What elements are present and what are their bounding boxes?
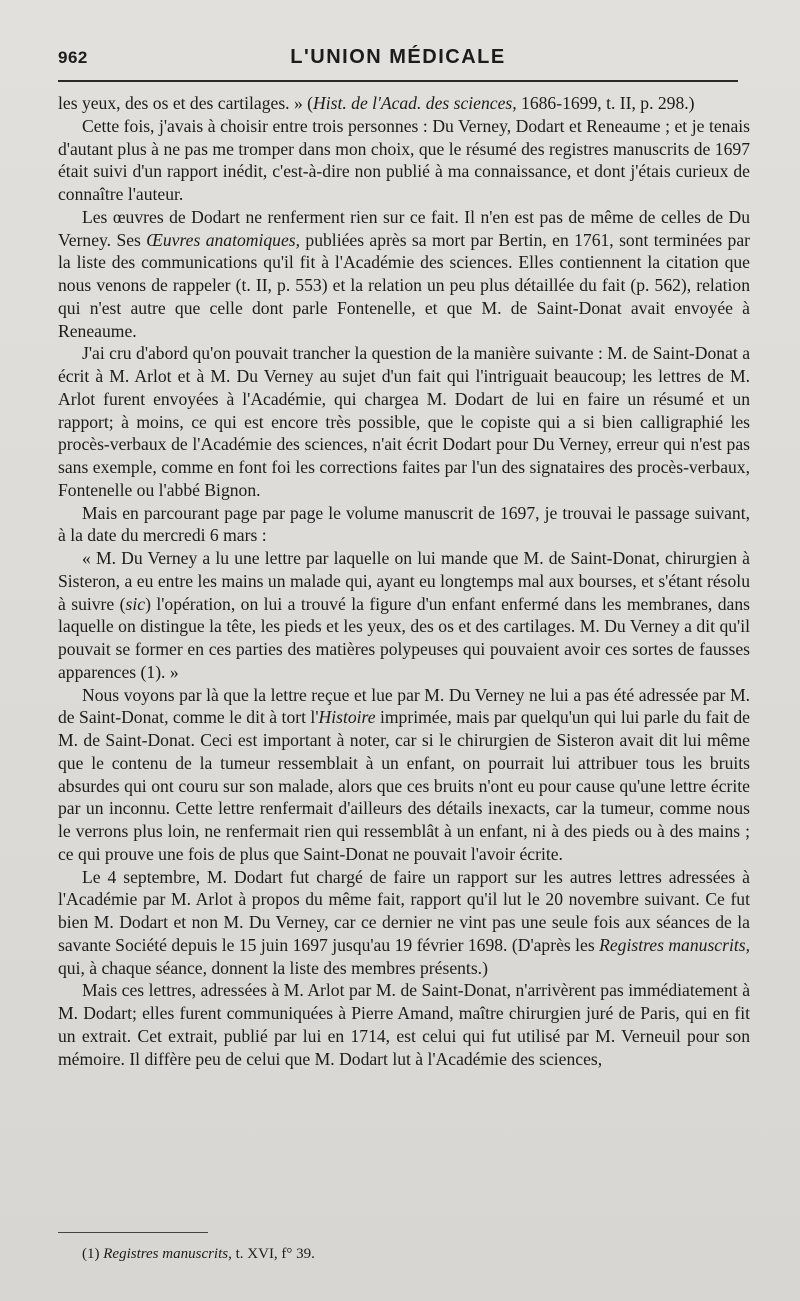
footnote-marker: (1)	[82, 1246, 104, 1262]
footnote-source-italic: Registres manuscrits,	[103, 1246, 232, 1262]
text-span: qui, à chaque séance, donnent la liste des membres présents.)	[58, 957, 488, 978]
italic-span: Registres manuscrits,	[599, 934, 750, 955]
paragraph-3	[58, 206, 750, 343]
text-span: publiées après sa mort par Bertin, en 1761, sont terminées par la liste des communications qu'il fit à l'Académie des sciences. Elles contiennent la citation que nous venons de rappeler (t. II, p. 553) et la relation un peu plus détaillée du fait (p. 562), relation qui n'est autre que celle dont parle Fontenelle, et que M. de Saint-Donat avait envoyée à Reneaume.	[58, 229, 751, 341]
text-span: Le 4 septembre, M. Dodart fut chargé de faire un rapport sur les autres lettres adressées à l'Académie par M. Arlot à propos du même fait, rapport qu'il lut le 20 novembre suivant. Ce fut bien M. Dodart et non M. Du Verney, car ce dernier ne vint pas une seule fois aux séances de la savante Société depuis le 15 juin 1697 jusqu'au 19 février 1698. (D'après les	[58, 866, 750, 955]
paragraph-9	[58, 979, 750, 1070]
footnote-reference: t. XVI, f° 39.	[231, 1246, 315, 1262]
footnote-rule	[58, 1232, 208, 1233]
text-span: Nous voyons par là que la lettre reçue et lue par M. Du Verney ne lui a pas été adressée par M. de Saint-Donat, comme le dit à tort l'	[58, 684, 750, 728]
paragraph-1	[58, 92, 750, 115]
paragraph-4	[58, 342, 750, 501]
running-title: L'UNION MÉDICALE	[290, 46, 506, 68]
body-text	[58, 92, 750, 1070]
italic-span: sic	[125, 593, 146, 614]
italic-span: Histoire	[318, 707, 376, 728]
text-span: J'ai cru d'abord qu'on pouvait trancher la question de la manière suivante : M. de Saint-Donat a écrit à M. Arlot et à M. Du Verney au sujet d'un fait qui l'intriguait beaucoup; les lettres de M. Arlot furent envoyées à l'Académie, qui chargea M. Dodart de lui en faire un résumé et un rapport; à moins, ce qui est encore très possible, que le copiste qui a si bien calligraphié les procès-verbaux de l'Académie des sciences, n'ait écrit Dodart pour Du Verney, erreur qui n'est pas sans exemple, comme en font foi les corrections faites par l'un des signataires des procès-verbaux, Fontenelle ou l'abbé Bignon.	[58, 343, 750, 500]
italic-span: Œuvres anatomiques,	[146, 229, 301, 250]
page-header	[58, 46, 738, 74]
text-span: les yeux, des os et des cartilages. » (	[58, 93, 314, 113]
text-span: « M. Du Verney a lu une lettre par laquelle on lui mande que M. de Saint-Donat, chirurgien à Sisteron, a eu entre les mains un malade qui, ayant eu longtemps mal aux bourses, et s'étant résolu à suivre (	[58, 548, 750, 614]
page-number: 962	[58, 48, 88, 67]
text-span: ) l'opération, on lui a trouvé la figure d'un enfant enfermé dans les membranes, dans laquelle on distingue la tête, les pieds et les yeux, des os et des cartilages. M. Du Verney a dit qu'il pouvait se former en ces parties des matières polypeuses qui pouvaient avoir ces sortes de fausses apparences (1). »	[58, 593, 750, 682]
text-span: Mais en parcourant page par page le volume manuscrit de 1697, je trouvai le passage suivant, à la date du mercredi 6 mars :	[58, 502, 750, 546]
paragraph-5	[58, 502, 750, 548]
header-rule	[58, 80, 738, 82]
paragraph-6-quotation	[58, 547, 750, 684]
footnote	[82, 1244, 740, 1264]
paragraph-7	[58, 684, 750, 866]
text-span: Les œuvres de Dodart ne renferment rien sur ce fait. Il n'en est pas de même de celles de Du Verney. Ses	[58, 206, 750, 250]
italic-span: Hist. de l'Acad. des sciences,	[313, 93, 517, 113]
text-span: imprimée, mais par quelqu'un qui lui parle du fait de M. de Saint-Donat. Ceci est important à noter, car si le chirurgien de Sisteron avait dit lui même que le contenu de la tumeur ressemblait à un enfant, on pourrait lui attribuer tous les bruits absurdes qui ont couru sur son malade, alors que ces bruits n'ont eu pour cause qu'une lettre écrite par un inconnu. Cette lettre renfermait d'ailleurs des détails inexacts, car la tumeur, comme nous le verrons plus loin, ne renfermait rien qui ressemblât à un enfant, ni à des pieds ou à des mains ; ce qui prouve une fois de plus que Saint-Donat ne pouvait l'avoir écrite.	[58, 707, 750, 864]
text-span: 1686-1699, t. II, p. 298.)	[516, 93, 695, 113]
paragraph-2	[58, 115, 750, 206]
paragraph-8	[58, 866, 750, 980]
text-span: Mais ces lettres, adressées à M. Arlot par M. de Saint-Donat, n'arrivèrent pas immédiatement à M. Dodart; elles furent communiquées à Pierre Amand, maître chirurgien juré de Paris, qui en fit un extrait. Cet extrait, publié par lui en 1714, est celui qui fut utilisé par M. Verneuil pour son mémoire. Il diffère peu de celui que M. Dodart lut à l'Académie des sciences,	[58, 980, 750, 1069]
text-span: Cette fois, j'avais à choisir entre trois personnes : Du Verney, Dodart et Reneaume ; et je tenais d'autant plus à ne pas me tromper dans mon choix, que le résumé des registres manuscrits de 1697 était suivi d'un rapport inédit, c'est-à-dire non publié à ma connaissance, et dont j'étais curieux de connaître l'auteur.	[58, 115, 750, 204]
